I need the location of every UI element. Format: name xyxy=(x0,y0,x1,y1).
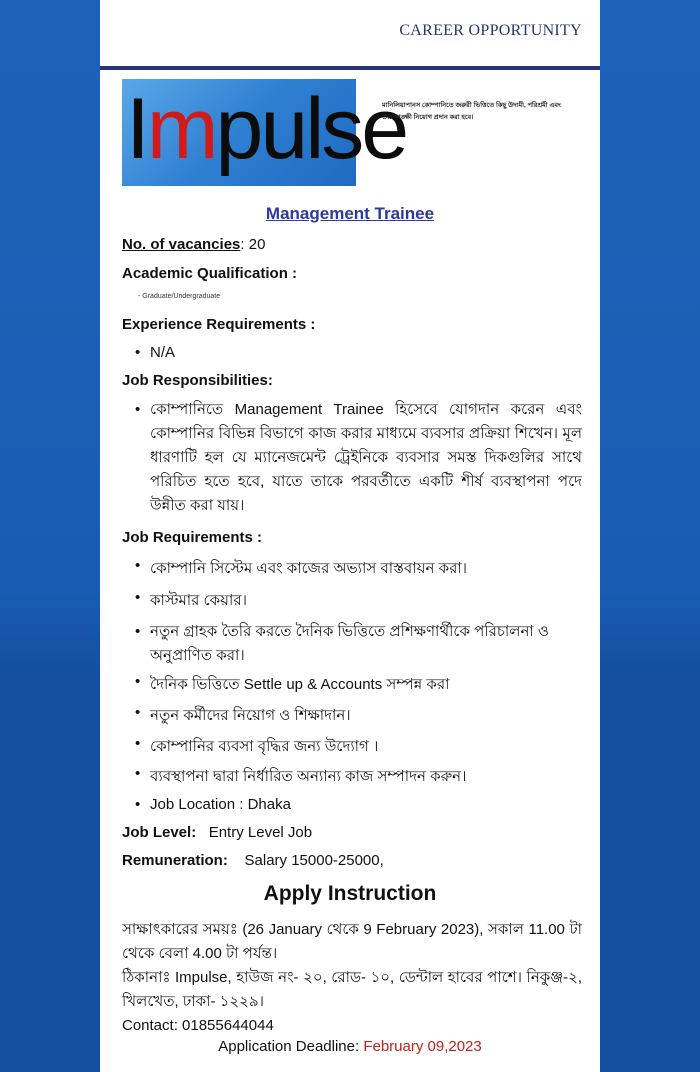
job-location-item: • Job Location : Dhaka xyxy=(136,796,582,813)
requirement-item: • ব্যবস্থাপনা দ্বারা নির্ধারিত অন্যান্য কাজ সম্পাদন করুন। xyxy=(136,765,582,790)
interview-time: সাক্ষাৎকারের সময়ঃ (26 January থেকে 9 February 2023), সকাল 11.00 টা থেকে বেলা 4.00 টা পর্যন্ত। xyxy=(122,921,582,962)
deadline-label: Application Deadline: xyxy=(218,1038,364,1055)
address: ঠিকানাঃ Impulse, হাউজ নং- ২০, রোড- ১০, ডেন্টাল হাবের পাশে। নিকুঞ্জ-২, খিলখেত, ঢাকা- ১২২৯। xyxy=(122,969,582,1010)
academic-label: Academic Qualification : xyxy=(122,265,298,282)
requirement-item: • নতুন গ্রাহক তৈরি করতে দৈনিক ভিত্তিতে প্রশিক্ষণার্থীকে পরিচালনা ও অনুপ্রাণিত করা। xyxy=(136,620,582,668)
requirement-item: • নতুন কর্মীদের নিয়োগ ও শিক্ষাদান। xyxy=(136,704,582,729)
requirement-item: • দৈনিক ভিত্তিতে Settle up & Accounts সম্পন্ন করা xyxy=(136,673,582,698)
job-level-line xyxy=(122,824,312,841)
header-title: CAREER OPPORTUNITY xyxy=(399,22,582,39)
logo-text: Impulse xyxy=(126,81,407,177)
contact: Contact: 01855644044 xyxy=(122,1017,274,1034)
remuneration-line xyxy=(122,852,384,869)
requirement-item: • কোম্পানির ব্যবসা বৃদ্ধির জন্য উদ্যোগ । xyxy=(136,735,582,760)
job-level-value: Entry Level Job xyxy=(208,824,313,841)
company-logo xyxy=(122,79,407,186)
vacancies-label: No. of vacancies xyxy=(122,236,241,253)
requirements-label: Job Requirements : xyxy=(122,529,263,546)
vacancies-value: : 20 xyxy=(240,236,266,253)
apply-instruction-title: Apply Instruction xyxy=(263,882,437,905)
logo-side-note: মানিলিয়াপানস কোম্পানিতে জরুরী ভিত্তিতে কিছু উদ্যমী, পরিশ্রমী এবং উচ্চাকাঙ্ক্ষী নিয়োগ প্রদান করা হবে। xyxy=(382,102,561,121)
vacancies-line xyxy=(122,236,265,253)
academic-item: - Graduate/Undergraduate xyxy=(138,293,221,300)
requirement-item: • কাস্টমার কেয়ার। xyxy=(136,589,582,614)
job-post-card xyxy=(100,0,600,1072)
deadline-date: February 09,2023 xyxy=(363,1038,482,1055)
job-title: Management Trainee xyxy=(265,204,435,223)
requirement-item: • কোম্পানি সিস্টেম এবং কাজের অভ্যাস বাস্তবায়ন করা। xyxy=(136,557,582,582)
experience-item: • N/A xyxy=(136,344,175,361)
experience-label: Experience Requirements : xyxy=(122,316,316,333)
remuneration-label: Remuneration: xyxy=(122,852,228,869)
header xyxy=(100,0,600,66)
remuneration-value: Salary 15000-25000, xyxy=(244,852,384,869)
job-level-label: Job Level: xyxy=(122,824,197,841)
responsibilities-item: • কোম্পানিতে Management Trainee হিসেবে যোগদান করেন এবং কোম্পানির বিভিন্ন বিভাগে কাজ করার মাধ্যমে ব্যবসার প্রক্রিয়া শিখেন। মূল ধারণাটি হল যে ম্যানেজমেন্ট ট্রেইনিকে ব্যবসার সমস্ত দিকগুলির সাথে পরিচিত হতে হবে, যাতে তাকে পরবর্তীতে একটি শীর্ষ ব্যবস্থাপনা পদে উন্নীত করা যায়। xyxy=(136,398,582,518)
responsibilities-label: Job Responsibilities: xyxy=(122,372,273,389)
apply-instruction-body xyxy=(122,918,582,1038)
application-deadline xyxy=(100,1038,600,1055)
header-divider xyxy=(100,66,600,70)
